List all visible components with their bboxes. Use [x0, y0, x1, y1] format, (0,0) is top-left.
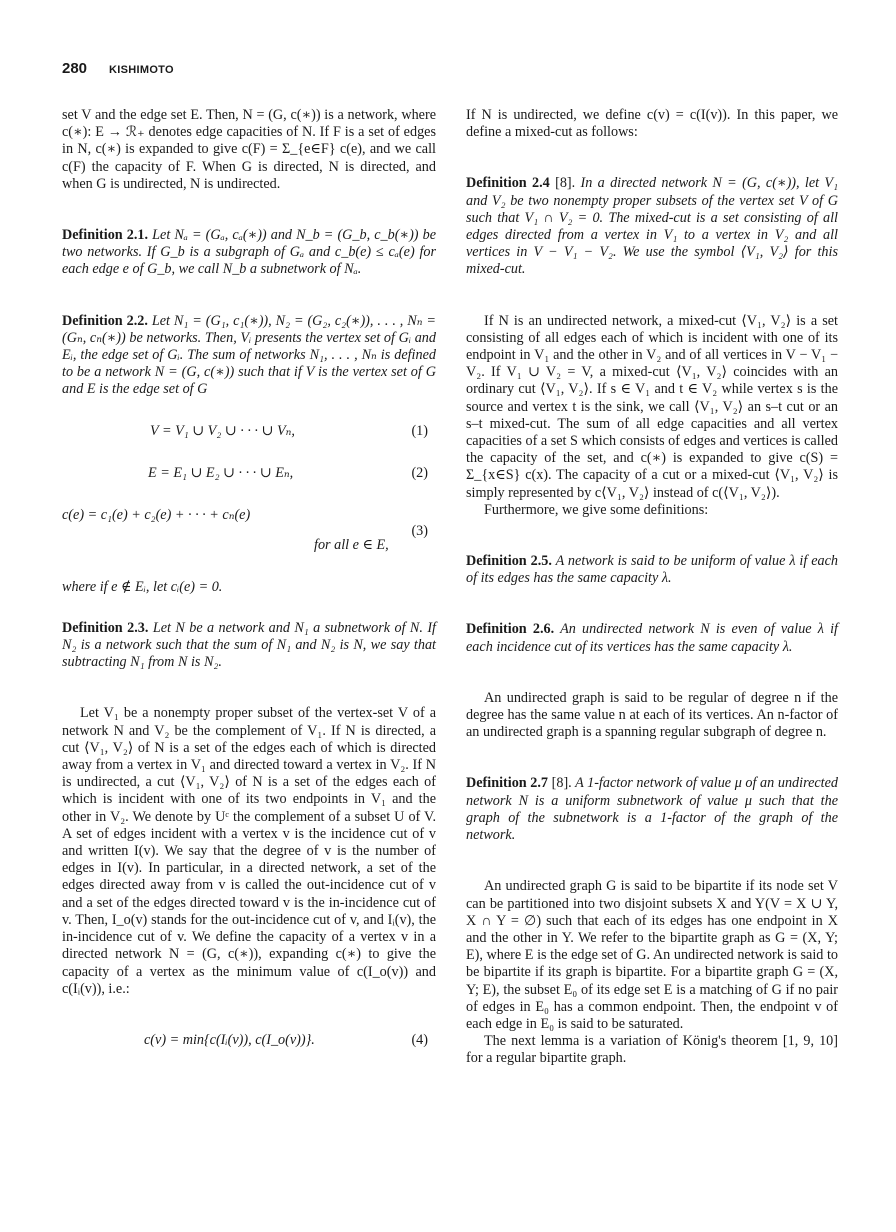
definition-heading: Definition 2.1. — [62, 227, 149, 244]
definition-body: A network is said to be uniform of value λ if each of its edges has the same capacity λ. — [466, 553, 838, 587]
citation: [8]. — [549, 175, 576, 192]
paragraph: An undirected graph G is said to be bipartite if its node set V can be partitioned into two disjoint subsets X and Y(V = X ∪ Y, X ∩ Y = ∅) such that each of its edges has one endpoint in X and the other in Y. We refer to the bipartite graph as G = (X, Y; E), where E is the edge set of G. An undirected network is said to be bipartite if its graph is bipartite. For a bipartite graph G = (X, Y; E), the subset E₀ of its edge set E is a matching of G if no pair of edges in E₀ has a common endpoint. Then, the endpoint v of each edge in E₀ is said to be saturated. — [466, 878, 838, 1032]
equation-expression: E = E₁ ∪ E₂ ∪ · · · ∪ Eₙ, — [148, 464, 294, 481]
equation-1 — [62, 423, 436, 441]
equation-number: (4) — [411, 1031, 428, 1048]
right-column — [466, 107, 838, 1068]
equation-number: (1) — [411, 422, 428, 439]
definition-body: Let Nₐ = (Gₐ, cₐ(∗)) and N_b = (G_b, c_b(∗)) be two networks. If G_b is a subgraph of Gₐ and c_b(e) ≤ cₐ(e) for each edge e of G_b, we call N_b a subnetwork of Nₐ. — [62, 227, 436, 278]
equation-2 — [62, 465, 436, 483]
equation-number: (2) — [411, 464, 428, 481]
definition-heading: Definition 2.7 — [466, 775, 549, 792]
definition-body: Let N₁ = (G₁, c₁(∗)), N₂ = (G₂, c₂(∗)), . . . , Nₙ = (Gₙ, cₙ(∗)) be networks. Then, Vᵢ presents the vertex set of Gᵢ and Eᵢ, the edge set of Gᵢ. The sum of networks N₁, . . . , Nₙ is defined to be a network N = (G, c(∗)) such that if V is the vertex set of G and E is the edge set of G — [62, 312, 436, 398]
paragraph: If N is an undirected network, a mixed-cut ⟨V₁, V₂⟩ is a set consisting of all edges each of which is incident with one of its endpoint in V₁ and the other in V₂ and of all vertices in V − V₁ − V₂. If V₁ ∪ V₂ = V, a mixed-cut ⟨V₁, V₂⟩ coincides with an ordinary cut ⟨V₁, V₂⟩. If s ∈ V₁ and t ∈ V₂ while vertex s is the source and vertex t is the sink, we call ⟨V₁, V₂⟩ an s–t cut or an s–t mixed-cut. The sum of all edge capacities and all vertex capacities of a set S which consists of edges and vertices is called the capacity of the set, and c(∗) is expanded to give c(S) = Σ_{x∈S} c(x). The capacity of a cut or a mixed-cut ⟨V₁, V₂⟩ is simply represented by c⟨V₁, V₂⟩ instead of c(⟨V₁, V₂⟩). — [466, 312, 838, 501]
equation-3-line-1 — [62, 507, 436, 525]
paragraph: Furthermore, we give some definitions: — [484, 501, 709, 518]
definition-2-3 — [62, 620, 436, 672]
equation-3-number — [62, 522, 436, 539]
where-clause: where if e ∉ Eᵢ, let cᵢ(e) = 0. — [62, 578, 223, 595]
definition-body: A 1-factor network of value μ of an undirected network N is a uniform subnetwork of value μ such that the graph of the subnetwork is a 1-factor of the graph of the network. — [466, 775, 838, 844]
running-head: KISHIMOTO — [109, 64, 174, 76]
left-column — [62, 107, 436, 1050]
definition-body: Let N be a network and N₁ a subnetwork of N. If N₂ is a network such that the sum of N₁ and N₂ is N, we say that subtracting N₁ from N is N₂. — [62, 619, 437, 671]
definition-heading: Definition 2.6. — [466, 621, 555, 638]
equation-3-line-2 — [62, 537, 436, 555]
citation: [8]. — [548, 775, 572, 792]
equation-expression: c(e) = c₁(e) + c₂(e) + · · · + cₙ(e) — [62, 506, 251, 523]
paragraph: Let V₁ be a nonempty proper subset of the vertex-set V of a network N and V₂ be the complement of V₁. If N is directed, a cut ⟨V₁, V₂⟩ of N is a set of the edges each of which is directed away from a vertex in V₁ and directed toward a vertex in V₂. If N is undirected, a cut ⟨V₁, V₂⟩ of N is a set of the edges each of which is incident with one of its two endpoints in V₁ and the other in V₂. We denote by Uᶜ the complement of a subset U of V. A set of edges incident with a vertex v is the incidence cut of v and written I(v). We say that the degree of v is the number of edges in I(v). In particular, in a directed network, a set of the edges directed away from v is called the out-incidence cut of v and a set of the edges directed toward v is the in-incidence cut of v. Then, I_o(v) stands for the out-incidence cut of v, and Iᵢ(v), the in-incidence cut of v. We define the capacity of a vertex v in a directed network N = (G, c(∗)), expanding c(∗) to give the capacity of a vertex as the minimum value of c(I_o(v)) and c(Iᵢ(v)), i.e.: — [62, 705, 436, 997]
definition-heading: Definition 2.5. — [466, 553, 552, 570]
running-header — [62, 60, 174, 78]
page-number: 280 — [62, 60, 88, 77]
equation-expression: c(v) = min{c(Iᵢ(v)), c(I_o(v))}. — [144, 1031, 315, 1048]
definition-2-7 — [466, 775, 838, 844]
definition-2-6 — [466, 621, 838, 655]
equation-number: (3) — [411, 522, 428, 539]
paragraph: The next lemma is a variation of König's theorem [1, 9, 10] for a regular bipartite graph. — [466, 1033, 838, 1067]
definition-body: In a directed network N = (G, c(∗)), let V₁ and V₂ be two nonempty proper subsets of the vertex set V of G such that V₁ ∩ V₂ = 0. The mixed-cut is a set consisting of all edges directed from a vertex in V₁ to a vertex in V₂ and all vertices in V − V₁ − V₂. We use the symbol ⟨V₁, V₂⟩ for this mixed-cut. — [466, 175, 839, 278]
paragraph: set V and the edge set E. Then, N = (G, c(∗)) is a network, where c(∗): E → ℛ₊ denotes edge capacities of N. If F is a set of edges in N, c(∗) is expanded to give c(F) = Σ_{e∈F} c(e), and we call c(F) the capacity of F. When G is directed, N is directed, and when G is undirected, N is undirected. — [62, 107, 436, 192]
definition-body: An undirected network N is even of value λ if each incidence cut of its vertices has the same capacity λ. — [466, 621, 838, 655]
definition-2-2 — [62, 313, 436, 399]
paragraph: If N is undirected, we define c(v) = c(I(v)). In this paper, we define a mixed-cut as follows: — [466, 107, 838, 141]
definition-heading: Definition 2.3. — [62, 619, 149, 636]
definition-2-1 — [62, 227, 436, 279]
definition-2-4 — [466, 175, 838, 278]
equation-expression: for all e ∈ E, — [314, 536, 389, 553]
equation-4 — [62, 1032, 436, 1050]
equation-expression: V = V₁ ∪ V₂ ∪ · · · ∪ Vₙ, — [150, 422, 295, 439]
definition-2-5 — [466, 553, 838, 587]
definition-heading: Definition 2.4 — [466, 175, 550, 192]
paragraph: An undirected graph is said to be regular of degree n if the degree has the same value n at each of its vertices. An n-factor of an undirected graph is a spanning regular subgraph of degree n. — [466, 689, 838, 741]
definition-heading: Definition 2.2. — [62, 312, 148, 329]
